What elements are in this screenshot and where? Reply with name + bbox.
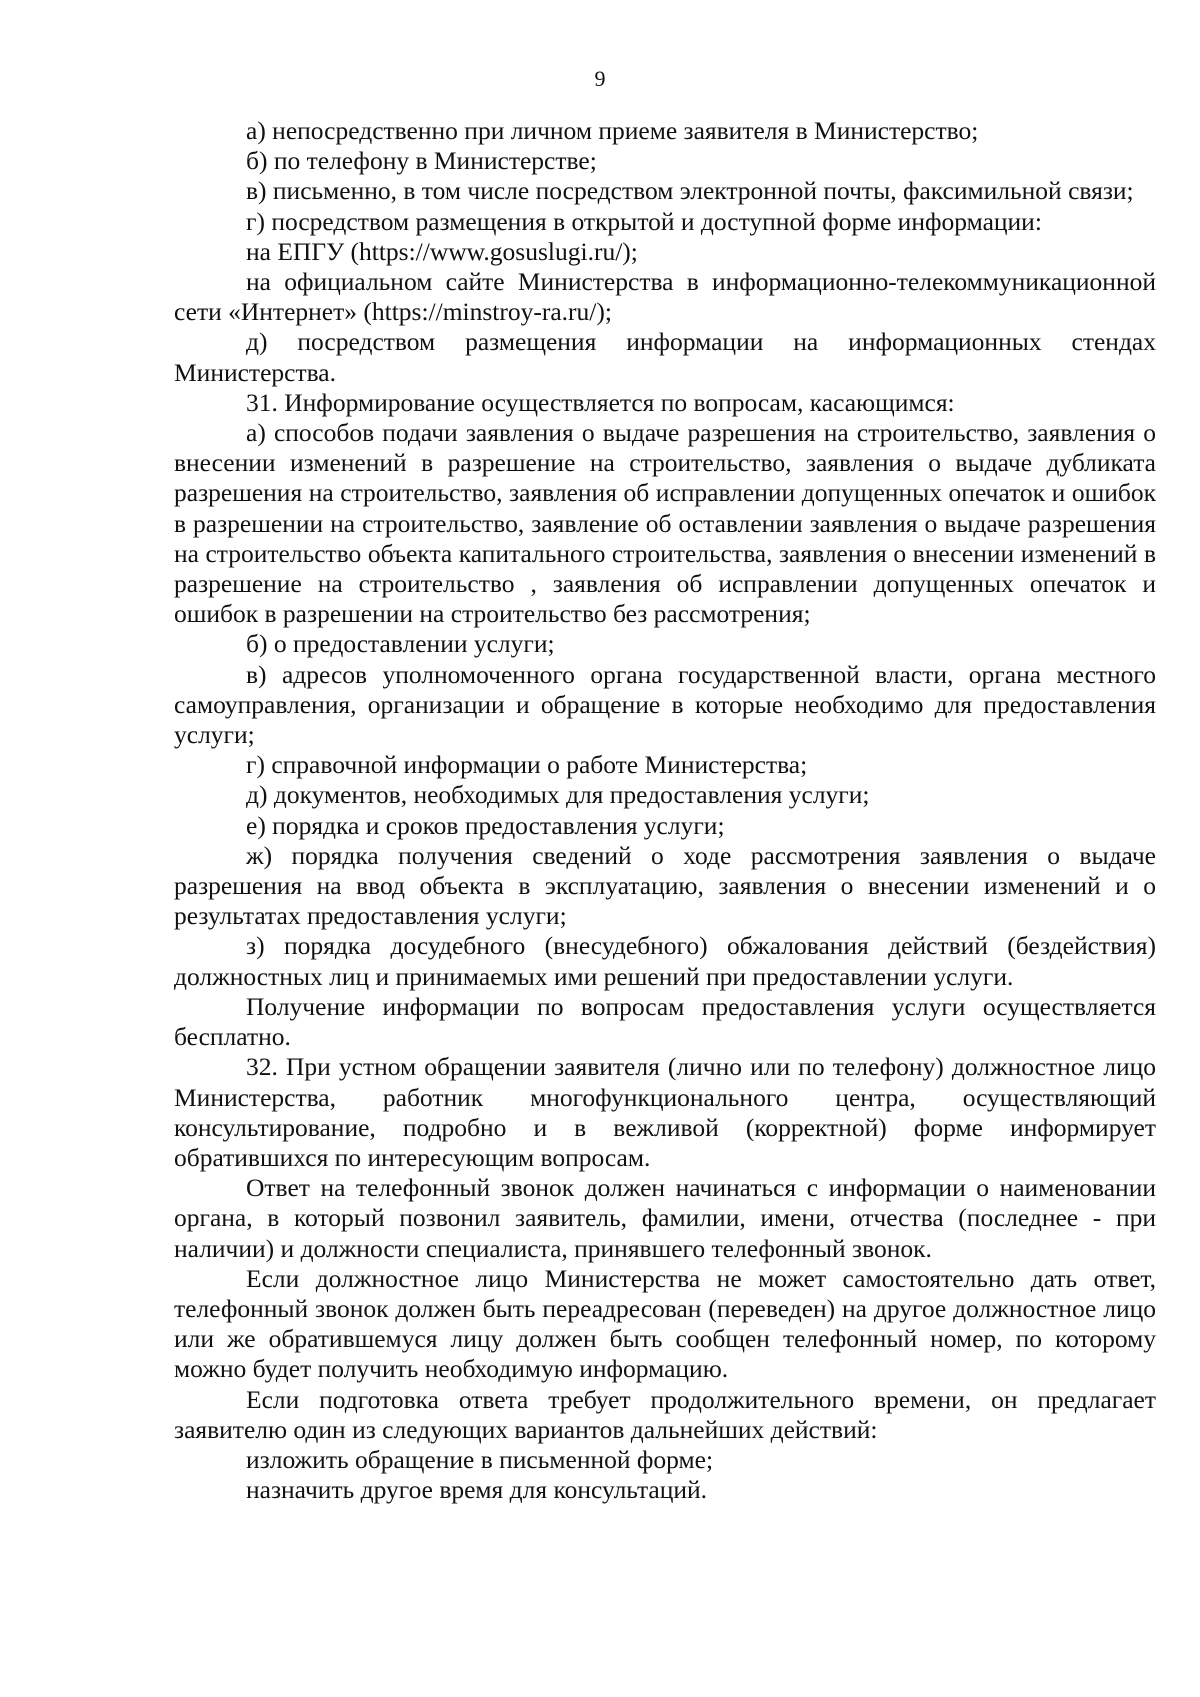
paragraph-31-z: з) порядка досудебного (внесудебного) обжалования действий (бездействия) должностных лиц и принимаемых ими решений при предоставлении услуги. — [174, 931, 1156, 991]
paragraph-31-v: в) адресов уполномоченного органа государственной власти, органа местного самоуправления, организации и обращение в которые необходимо для предоставления услуги; — [174, 659, 1156, 750]
page-number: 9 — [594, 66, 606, 91]
paragraph-31-b: б) о предоставлении услуги; — [246, 629, 555, 659]
paragraph-free-of-charge: Получение информации по вопросам предоставления услуги осуществляется бесплатно. — [174, 991, 1156, 1052]
paragraph-phone-answer: Ответ на телефонный звонок должен начинаться с информации о наименовании органа, в который позвонил заявитель, фамилии, имени, отчества (последнее - при наличии) и должности специалиста, принявшего телефонный звонок. — [174, 1173, 1156, 1263]
paragraph-option-written: изложить обращение в письменной форме; — [246, 1444, 714, 1474]
paragraph-epgu: на ЕПГУ (https://www.gosuslugi.ru/); — [246, 236, 638, 266]
document-body — [174, 116, 1156, 1505]
paragraph-d-stands: д) посредством размещения информации на информационных стендах Министерства. — [174, 327, 1156, 387]
paragraph-31-heading: 31. Информирование осуществляется по вопросам, касающимся: — [246, 387, 955, 417]
paragraph-31-a: а) способов подачи заявления о выдаче разрешения на строительство, заявления о внесении изменений в разрешение на строительство, заявления о выдаче дубликата разрешения на строительство, заявления об исправлении допущенных опечаток и ошибок в разрешении на строительство, заявление об оставлении заявления о выдаче разрешения на строительство объекта капитального строительства, заявления о внесении изменений в разрешение на строительство , заявления об исправлении допущенных опечаток и ошибок в разрешении на строительство без рассмотрения; — [174, 418, 1156, 629]
paragraph-official-site: на официальном сайте Министерства в информационно-телекоммуникационной сети «Интернет» (https://minstroy-ra.ru/); — [174, 267, 1156, 327]
paragraph-b-phone: б) по телефону в Министерстве; — [246, 146, 597, 176]
paragraph-long-answer: Если подготовка ответа требует продолжительного времени, он предлагает заявителю один из следующих вариантов дальнейших действий: — [174, 1384, 1156, 1444]
paragraph-v-written: в) письменно, в том числе посредством электронной почты, факсимильной связи; — [246, 176, 1134, 206]
paragraph-31-d: д) документов, необходимых для предоставления услуги; — [246, 780, 870, 810]
paragraph-option-reschedule: назначить другое время для консультаций. — [246, 1475, 708, 1505]
paragraph-a-in-person: а) непосредственно при личном приеме заявителя в Министерство; — [246, 116, 979, 145]
paragraph-redirect: Если должностное лицо Министерства не может самостоятельно дать ответ, телефонный звонок должен быть переадресован (переведен) на другое должностное лицо или же обратившемуся лицу должен быть сообщен телефонный номер, по которому можно будет получить необходимую информацию. — [174, 1263, 1156, 1384]
paragraph-32: 32. При устном обращении заявителя (лично или по телефону) должностное лицо Министерства, работник многофункционального центра, осуществляющий консультирование, подробно и в вежливой (корректной) форме информирует обратившихся по интересующим вопросам. — [174, 1052, 1156, 1172]
paragraph-g-open-form: г) посредством размещения в открытой и доступной форме информации: — [246, 206, 1042, 236]
paragraph-31-g: г) справочной информации о работе Министерства; — [246, 750, 808, 780]
paragraph-31-e: е) порядка и сроков предоставления услуги; — [246, 810, 725, 840]
paragraph-31-zh: ж) порядка получения сведений о ходе рассмотрения заявления о выдаче разрешения на ввод объекта в эксплуатацию, заявления о внесении изменений и о результатах предоставления услуги; — [174, 840, 1156, 931]
